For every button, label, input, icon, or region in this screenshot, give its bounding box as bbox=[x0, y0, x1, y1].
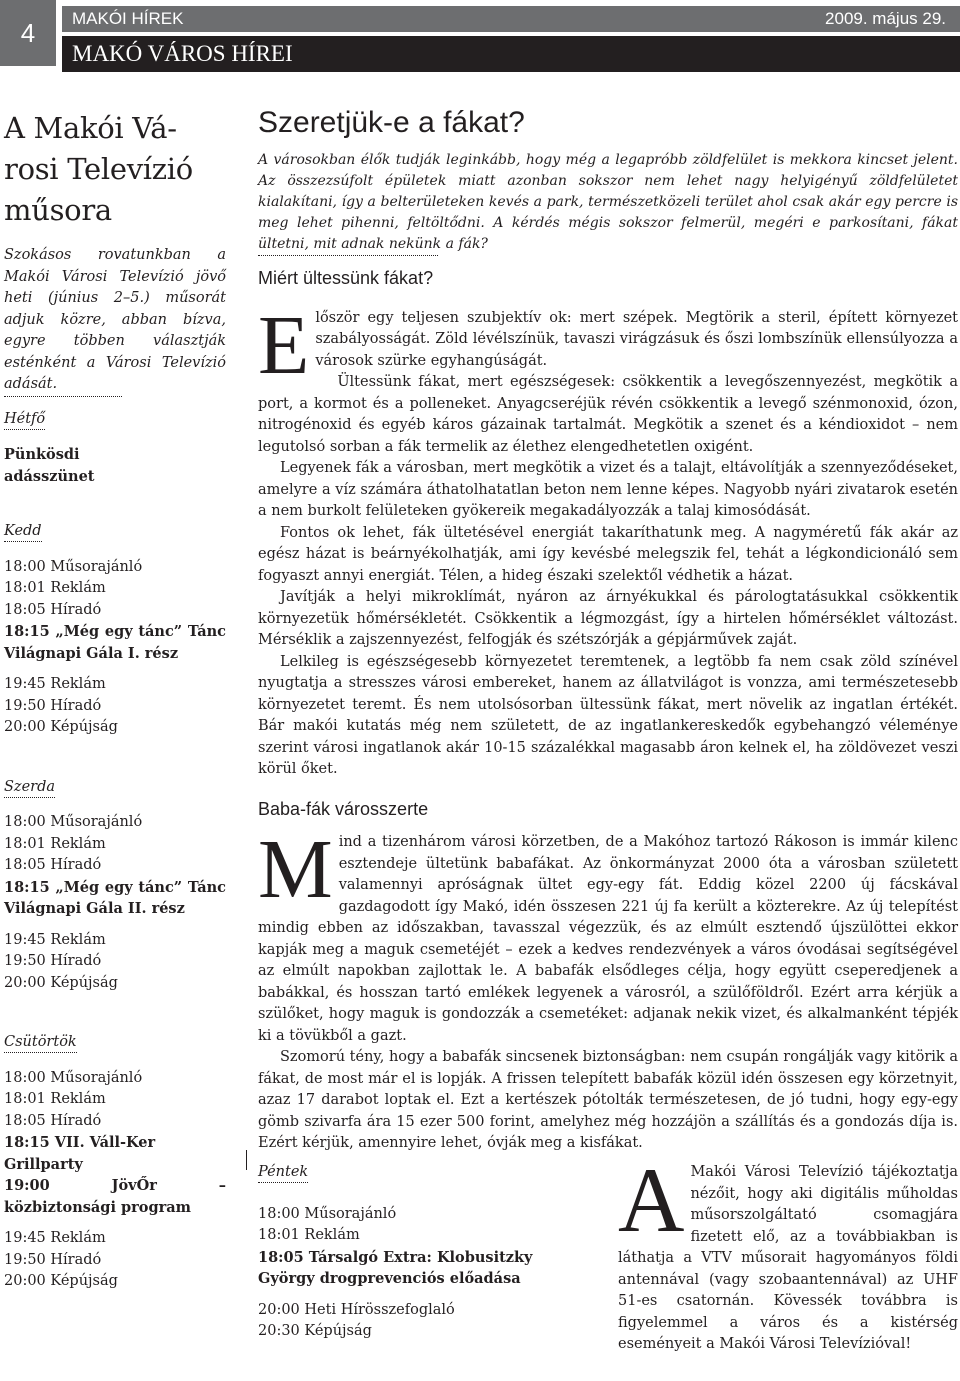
article-paragraph: Mind a tizenhárom városi körzetben, de a Makóhoz tartozó Rákoson is immár kilenc esztendeje ültetünk babafákat. Az önkormányzat 2000 óta a városban született valamennyi apróságnak ültet egy-egy fát. Eddig közel 2200 új fácskával gazdagodott így Makó, idén összesen 221 új fa került a közterekre. Az új telepítést mindig ebben az időszakban, tavasszal végezzük, és az elmúlt esztendő újszülöttei ekkor kapják meg a maguk csemetéjét – ezek a kedves rendezvények a város óvodásai segítségével az elmúlt napokban zajlottak le. A babafák elsődleges célja, hogy együtt cseperedjenek a babákkal, és hosszan tartó emlékek legyenek a városról, a szülőföldről. Ezért arra kérjük a szülőket, hogy maguk is gondozzák a csemetéket: adjanak nekik vizet, és alkalmanként tépjék ki a tövükből a gazt. bbox=[258, 823, 958, 1044]
article-paragraph: Fontos ok lehet, fák ültetésével energiát takaríthatunk meg. A nagyméretű fák akár az egész házat is beárnyékolhatják, ami így kevésbé melegszik fel, tehát a légkondicionáló sem fogyaszt annyi energiát. Télen, a hideg északi szelektől védhetik a házat. bbox=[258, 524, 958, 584]
schedule-line: 18:00 Műsorajánló bbox=[258, 1205, 397, 1222]
article-paragraph: Először egy teljesen szubjektív ok: mert szépek. Megtörik a steril, épített környezet szabályosságát. Zöld lévélszínük, tavaszi virágzásuk és őszi lombszínük ellensúlyozza a városok szürke egyhangúságát. bbox=[258, 298, 958, 392]
schedule-line: 18:15 VII. Váll-Ker Grillparty bbox=[4, 1134, 156, 1173]
day-label: Kedd bbox=[4, 523, 42, 542]
schedule-line: 20:00 Heti Hírösszefoglaló bbox=[258, 1301, 455, 1318]
schedule-line: 19:50 Híradó bbox=[4, 697, 102, 714]
schedule-line: adásszünet bbox=[4, 467, 95, 485]
schedule-line: 18:15 „Még egy tánc” Tánc Világnapi Gála I. rész bbox=[4, 623, 226, 662]
schedule-line: 20:30 Képújság bbox=[258, 1323, 372, 1339]
subheading-baby-trees: Baba-fák városszerte bbox=[258, 798, 429, 819]
schedule-line: 20:00 Képújság bbox=[4, 974, 118, 991]
day-label: Szerda bbox=[4, 779, 55, 798]
day-tuesday bbox=[4, 521, 226, 739]
day-label: Péntek bbox=[258, 1164, 308, 1183]
article-paragraph: Javítják a helyi mikroklímát, nyáron az árnyékukkal és párologtatásukkal csökkentik környezetük hőmérsékletét. Csökkentik a légmozgást, így a hirtelen hőmérséklet változást. Mérséklik a zajszennyezést, felfogják és szétszórják a gépjárművek zaját. bbox=[258, 589, 958, 648]
schedule-line: 19:50 Híradó bbox=[4, 953, 102, 969]
drop-cap: A bbox=[618, 1149, 685, 1251]
column-divider bbox=[246, 1150, 247, 1170]
day-thursday bbox=[4, 1032, 226, 1293]
schedule-line: 18:15 „Még egy tánc” Tánc Világnapi Gála II. rész bbox=[4, 878, 226, 917]
day-label: Csütörtök bbox=[4, 1034, 77, 1053]
schedule-line: 20:00 Képújság bbox=[4, 1273, 118, 1289]
tv-notice-text: Makói Városi Televízió tájékoztatja nézőit, hogy aki digitális műholdas műsorszolgáltató csomagjára fizetett elő, az a továbbiakban is láthatja a VTV műsorait hagyományos földi antennával (vagy szobaantennával) az UHF 51-es csatornán. Kövessék továbbra is figyelemmel a város és a kistérség eseményeit a Makói Városi Televízióval! bbox=[618, 1164, 958, 1352]
schedule-line: 20:00 Képújság bbox=[4, 719, 118, 735]
subheading-why-plant: Miért ültessünk fákat? bbox=[258, 268, 434, 288]
drop-cap: E bbox=[258, 298, 310, 392]
schedule-line: 18:00 Műsorajánló bbox=[4, 814, 143, 830]
schedule-line: 19:50 Híradó bbox=[4, 1251, 102, 1268]
schedule-line: 18:00 Műsorajánló bbox=[4, 558, 143, 575]
schedule-line: 18:05 Híradó bbox=[4, 857, 102, 873]
issue-date: 2009. május 29. bbox=[825, 9, 946, 28]
article-paragraph: Lelkileg is egészségesebb környezetet teremtenek, a legtöbb fa nem csak zöld színével nyugtatja a stresszes városi embereket, hanem az állatvilágot is vonzza, ami természetesebb környezetet teremt. És nem utolsósorban ültessünk fákat, mert növelik az ingatlan értékét. Bár makói kutatás még nem született, de az ingatlankereskedők egybehangzó véleménye szerint városi ingatlanok akár 10-15 százalékkal magasabb áron kelnek el, ha zöldövezet veszi körül őket. bbox=[258, 653, 958, 777]
day-friday bbox=[258, 1162, 608, 1343]
tv-schedule-intro: Szokásos rovatunkban a Makói Városi Televízió jövő heti (június 2–5.) műsorát adjuk közre, abban bízva, egyre többen választják esténként a Városi Televízió adását. bbox=[4, 247, 226, 392]
tv-notice bbox=[618, 1149, 958, 1356]
section-header bbox=[62, 6, 960, 32]
schedule-line: 18:05 Híradó bbox=[4, 601, 102, 618]
schedule-line: 18:05 Társalgó Extra: Klobusitzky György drogprevenciós előadása bbox=[258, 1248, 533, 1287]
schedule-line: 19:45 Reklám bbox=[4, 1230, 106, 1246]
section-name: MAKÓI HÍREK bbox=[72, 9, 184, 28]
article-lead: A városokban élők tudják leginkább, hogy még a legapróbb zöldfelület is mekkora kincset jelent. Az összezsúfolt épületek miatt azonban sokszor nem lehet nagy helyigényű zöldfelületet kialakítani, így a belterületeken kevés a park, természetközeli terület ahol csak akár egy percre is meg lehet pihenni, feltöltődni. A kérdés mégis sokszor felmerül, megéri e parkosítani, fákat ültetni, mit adnak nekünk a fák? bbox=[258, 152, 958, 252]
schedule-line: 18:00 Műsorajánló bbox=[4, 1069, 143, 1086]
page-number: 4 bbox=[0, 0, 56, 66]
article-title: Szeretjük-e a fákat? bbox=[258, 106, 525, 139]
tv-schedule-title: A Makói Vá- rosi Televízió műsora bbox=[4, 111, 193, 227]
schedule-line: 18:01 Reklám bbox=[4, 1091, 106, 1107]
day-label: Hétfő bbox=[4, 411, 45, 430]
section-subtitle: MAKÓ VÁROS HÍREI bbox=[62, 36, 960, 72]
schedule-line: 18:01 Reklám bbox=[4, 835, 106, 852]
drop-cap: M bbox=[258, 823, 333, 916]
day-monday bbox=[4, 409, 226, 488]
schedule-line: 19:00 JövŐr – közbiztonsági program bbox=[4, 1177, 226, 1216]
schedule-line: 19:45 Reklám bbox=[4, 676, 106, 692]
article-paragraph: Ültessünk fákat, mert egészségesek: csökkentik a levegőszennyezést, megkötik a port, a kormot és a polleneket. Anyagcseréjük révén csökkentik a levegő szénmonoxid, ózon, nitrogénoxid és egyéb káros gázainak tartalmát. Megkötik a szenet és a kéndioxidot – nem legutolsó sorban a fák termelik az élethez elengedhetetlen oxigént. bbox=[258, 374, 958, 455]
intro-divider bbox=[4, 396, 122, 397]
article-paragraph: Szomorú tény, hogy a babafák sincsenek biztonságban: nem csupán rongálják vagy kitörik a fákat, de most már el is lopják. A frissen telepített babafák közül idén összesen egy körzetnyit, azaz 17 darabot loptak el. Ezt a kertészek pótolták természetesen, de jó tudni, hogy egy-egy gömb szivarfa ára 15 ezer 500 forint, amelyhez még hozzájön a szállítás és a gondozás díja is. Ezért kérjük, amennyire lehet, óvják meg a kisfákat. bbox=[258, 1049, 958, 1151]
lead-divider bbox=[258, 255, 438, 256]
schedule-line: 18:01 Reklám bbox=[258, 1227, 360, 1243]
schedule-line: Pünkösdi bbox=[4, 446, 80, 463]
schedule-line: 19:45 Reklám bbox=[4, 931, 106, 948]
article-paragraph: Legyenek fák a városban, mert megkötik a vizet és a talajt, eltávolítják a szennyeződéseket, amelyre a víz számára áthatolhatatlan beton nem lenne képes. Nagyobb nyári zivatarok esetén a nem burkolt felületeken gyökereik megakadályozzák a talaj kimosódását. bbox=[258, 460, 958, 519]
schedule-line: 18:01 Reklám bbox=[4, 580, 106, 596]
article-column bbox=[258, 106, 958, 1155]
day-wednesday bbox=[4, 777, 226, 995]
schedule-line: 18:05 Híradó bbox=[4, 1112, 102, 1129]
tv-schedule-column bbox=[4, 108, 226, 1313]
